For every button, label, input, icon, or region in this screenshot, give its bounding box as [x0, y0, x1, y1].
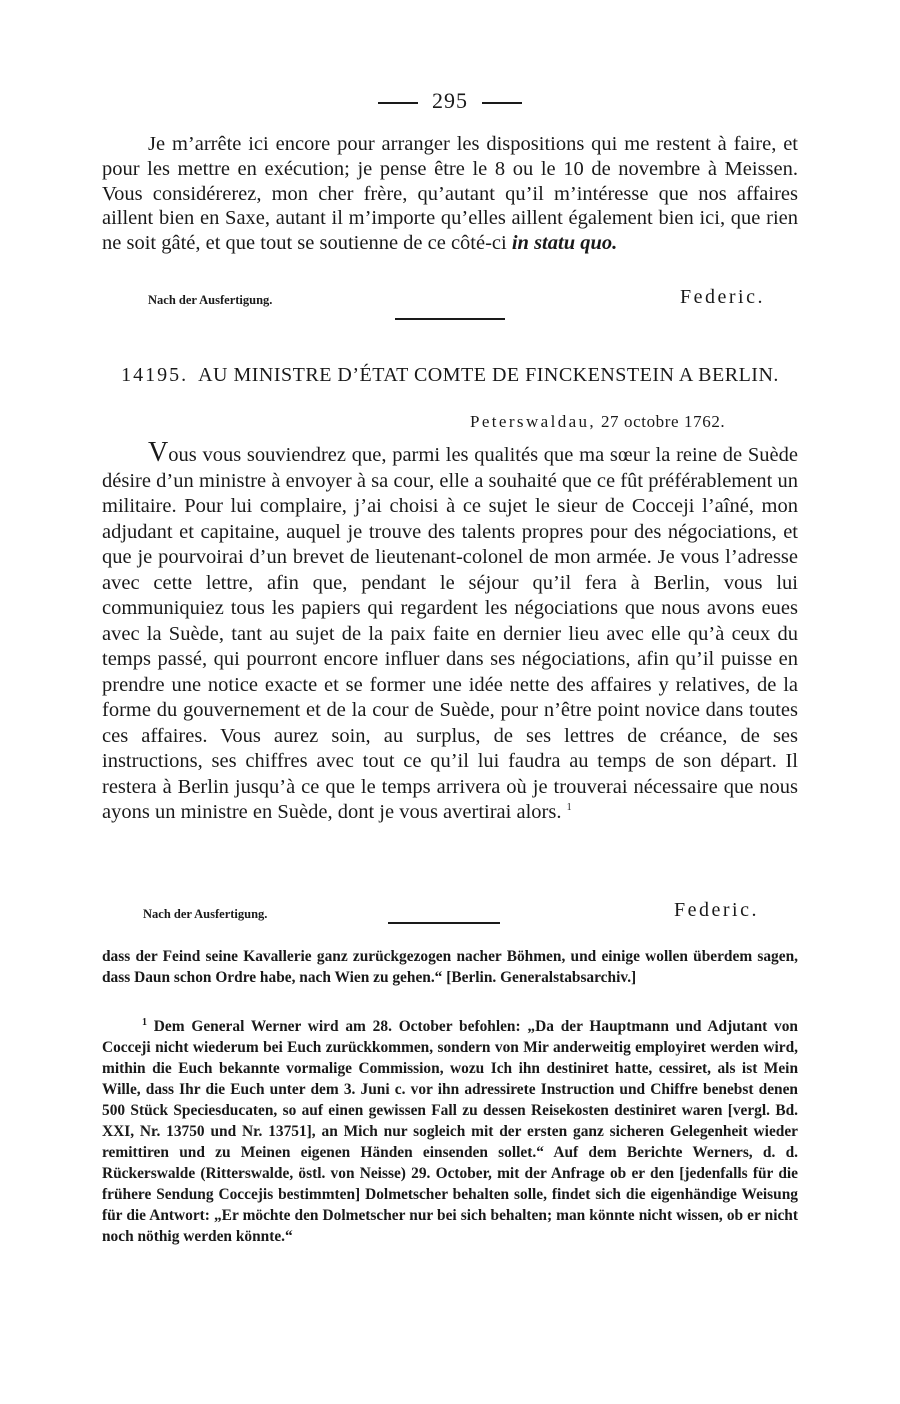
footnote-1-mark: 1	[142, 1016, 147, 1028]
header-dash-left	[378, 102, 418, 104]
previous-letter-italic: in statu quo.	[511, 232, 618, 255]
footnote-divider	[388, 922, 500, 924]
footnote-1	[102, 1016, 798, 1247]
letter-body	[102, 437, 798, 826]
letter-date: 27 octobre 1762.	[600, 412, 726, 431]
letter-heading	[102, 363, 798, 388]
letter-number: 14195.	[121, 364, 189, 386]
section-divider	[395, 318, 505, 320]
header-dash-right	[482, 102, 522, 104]
footnote-reference: 1	[566, 802, 572, 814]
letter-place: Peterswaldau,	[470, 412, 597, 431]
footnote-continued: dass der Feind seine Kavallerie ganz zurückgezogen nacher Böhmen, und einige wollen überdem sagen, dass Daun schon Ordre habe, nach Wien zu gehen.“ [Berlin. Generalstabsarchiv.]	[102, 948, 798, 986]
letter-signature: Federic.	[674, 899, 759, 921]
letter-dateline	[470, 412, 725, 432]
previous-letter-text: Je m’arrête ici encore pour arranger les dispositions qui me restent à faire, et pour les mettre en exécution; je pense être le 8 ou le 10 de novembre à Meissen. Vous considérerez, mon cher frère, qu’autant qu’il m’intéresse que nos affaires aillent bien en Saxe, autant il m’importe qu’elles aillent également bien ici, que rien ne soit gâté, et que tout se soutienne de ce côté-ci	[102, 133, 798, 255]
letter-text: Vous vous souviendrez que, parmi les qualités que ma sœur la reine de Suède désire d’un ministre à envoyer à sa cour, elle a souhaité que ce fût préférablement un militaire. Pour lui complaire, j’ai choisi à ce sujet le sieur de Cocceji l’aîné, mon adjudant et capitaine, auquel je trouve des talents propres pour des négociations, et que je pourvoirai d’un brevet de lieutenant-colonel de mon armée. Je vous l’adresse avec cette lettre, afin que, pendant le séjour qu’il fera à Berlin, vous lui communiquiez tous les papiers qui regardent les négociations que nous avons eues avec la Suède, tant au sujet de la paix faite en dernier lieu avec elle qu’à ceux du temps passé, qui pourront encore influer dans ses négociations, afin qu’il puisse en prendre une notice exacte et se former une idée nette des affaires y relatives, de la forme du gouvernement et de la cour de Suède, pour n’être point novice dans toutes ces affaires. Vous aurez soin, au surplus, de ses lettres de créance, de ses instructions, ses chiffres avec tout ce qu’il lui faudra au temps de son départ. Il restera à Berlin jusqu’à ce que le temps arrivera où je trouverai nécessaire que nous ayons un ministre en Suède, dont je vous avertirai alors.	[102, 437, 798, 823]
previous-letter-signature: Federic.	[680, 286, 765, 308]
page-header	[0, 88, 900, 114]
letter-source: Nach der Ausfertigung.	[143, 907, 268, 921]
letter-title: AU MINISTRE D’ÉTAT COMTE DE FINCKENSTEIN A BERLIN.	[198, 364, 779, 386]
previous-letter-body	[102, 132, 798, 256]
footnote-1-text: Dem General Werner wird am 28. October befohlen: „Da der Hauptmann und Adjutant von Cocceji nicht wiederum bei Euch zurückkommen, sondern von Mir anderweitig employiret werden wird, mithin die Euch bekannte vormalige Commission, wozu Ich ihn destiniret hatte, cessiret, als ist Mein Wille, dass Ihr die Euch unter dem 3. Juni c. vor ihn adressirete Instruction und Chiffre benebst denen 500 Stück Speciesducaten, so auf einen gewissen Fall zu dessen Reisekosten destiniret waren [vergl. Bd. XXI, Nr. 13750 und Nr. 13751], an Mich nur sogleich mit der ersten ganz sicheren Gelegenheit wieder remittiren und zu Meinen eigenen Händen einsenden sollet.“ Auf dem Berichte Werners, d. d. Rückerswalde (Ritterswalde, östl. von Neisse) 29. October, mit der Anfrage ob er den [jedenfalls für die frühere Sendung Coccejis bestimmten] Dolmetscher behalten solle, findet sich die eigenhändige Weisung für die Antwort: „Er möchte den Dolmetscher nur bei sich behalten; man könnte nicht wissen, ob er nicht noch nöthig werden könnte.“	[102, 1018, 798, 1245]
page-number: 295	[432, 88, 468, 113]
previous-letter-source: Nach der Ausfertigung.	[148, 293, 273, 307]
